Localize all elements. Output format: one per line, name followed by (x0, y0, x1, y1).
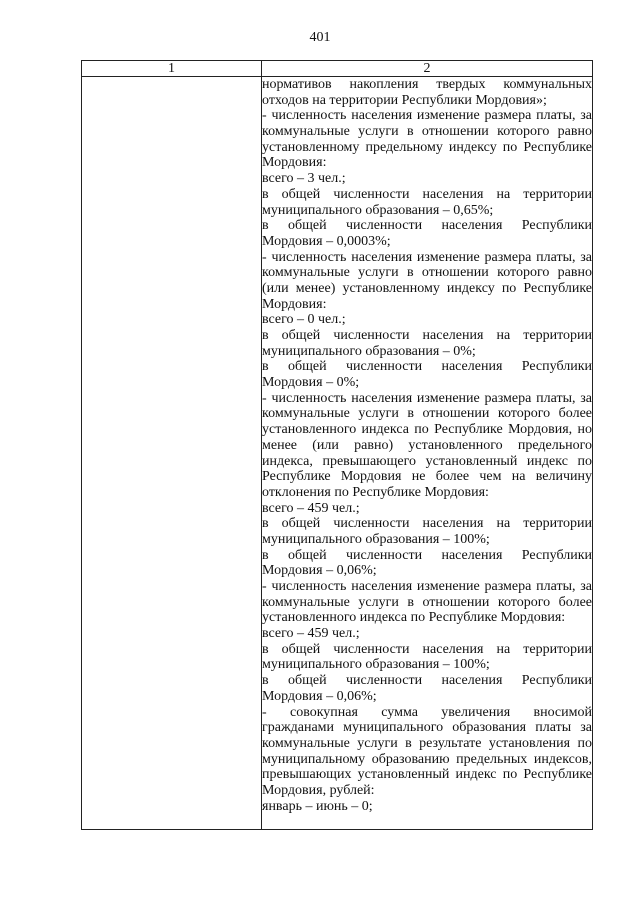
table-cell-column-2 (262, 77, 593, 830)
text-line: коммунальные услуги в результате установления по (262, 735, 592, 751)
text-line: Мордовия, рублей: (262, 782, 375, 798)
column-header-1: 1 (82, 61, 262, 77)
text-line: превышающих установленный индекс по Республике (262, 767, 592, 783)
text-line: в общей численности населения на территории (262, 328, 592, 343)
text-line: коммунальные услуги в отношении которого равно (262, 265, 592, 281)
document-table (81, 60, 593, 830)
text-line: муниципальному образованию предельных индексов, (262, 751, 592, 767)
text-line: муниципального образования – 100%; (262, 657, 490, 673)
text-line: установленному предельному индексу по Республике (262, 139, 592, 155)
text-line: муниципального образования – 0%; (262, 343, 476, 359)
text-line: всего – 459 чел.; (262, 626, 360, 642)
text-line: Мордовия – 0,06%; (262, 688, 377, 704)
text-line: в общей численности населения Республики (262, 359, 592, 375)
text-line: Мордовия: (262, 296, 327, 312)
page-number: 401 (309, 30, 331, 45)
text-line: установленного индекса по Республике Мордовия: (262, 610, 566, 626)
text-line: - численность населения изменение размера платы, за (262, 390, 592, 406)
text-line: всего – 3 чел.; (262, 171, 346, 187)
text-line: январь – июнь – 0; (262, 798, 373, 814)
text-line: коммунальные услуги в отношении которого равно (262, 124, 592, 140)
text-line: в общей численности населения на территории (262, 516, 592, 532)
text-line: Мордовия – 0,0003%; (262, 233, 391, 249)
text-line: менее (или равно) установленного предельного (262, 437, 592, 453)
text-line: - численность населения изменение размера платы, за (262, 249, 592, 265)
table-row (82, 77, 593, 830)
text-line: муниципального образования – 100%; (262, 531, 490, 547)
text-line: индекса, превышающего установленный индекс по (262, 453, 592, 469)
text-line: - численность населения изменение размера платы, за (262, 108, 592, 124)
column-header-2: 2 (262, 61, 593, 77)
text-line: - численность населения изменение размера платы, за (262, 579, 592, 594)
table-cell-column-1 (82, 77, 262, 830)
text-line: в общей численности населения на территории (262, 641, 592, 657)
text-line: в общей численности населения на территории (262, 186, 592, 202)
text-line: коммунальные услуги в отношении которого более (262, 594, 592, 610)
text-line: всего – 0 чел.; (262, 312, 346, 328)
table-header-row (82, 61, 593, 77)
text-line: Мордовия – 0%; (262, 375, 360, 391)
text-line: в общей численности населения Республики (262, 218, 592, 234)
text-line: отходов на территории Республики Мордовия»; (262, 92, 547, 108)
text-line: установленного индекса по Республике Мордовия, но (262, 422, 592, 438)
text-line: Республике Мордовия не более чем на величину (262, 469, 592, 485)
text-line: гражданами муниципального образования платы за (262, 720, 592, 736)
text-line: всего – 459 чел.; (262, 500, 360, 516)
text-line: - совокупная сумма увеличения вносимой (262, 704, 592, 720)
text-line: в общей численности населения Республики (262, 673, 592, 689)
text-line: Мордовия – 0,06%; (262, 563, 377, 579)
text-line: нормативов накопления твердых коммунальных (262, 77, 592, 92)
text-line: муниципального образования – 0,65%; (262, 202, 494, 218)
text-line: (или менее) установленному индексу по Республике (262, 280, 592, 296)
text-line: отклонения по Республике Мордовия: (262, 484, 489, 500)
text-line: коммунальные услуги в отношении которого более (262, 406, 592, 422)
text-line: в общей численности населения Республики (262, 547, 592, 563)
text-line: Мордовия: (262, 155, 327, 171)
